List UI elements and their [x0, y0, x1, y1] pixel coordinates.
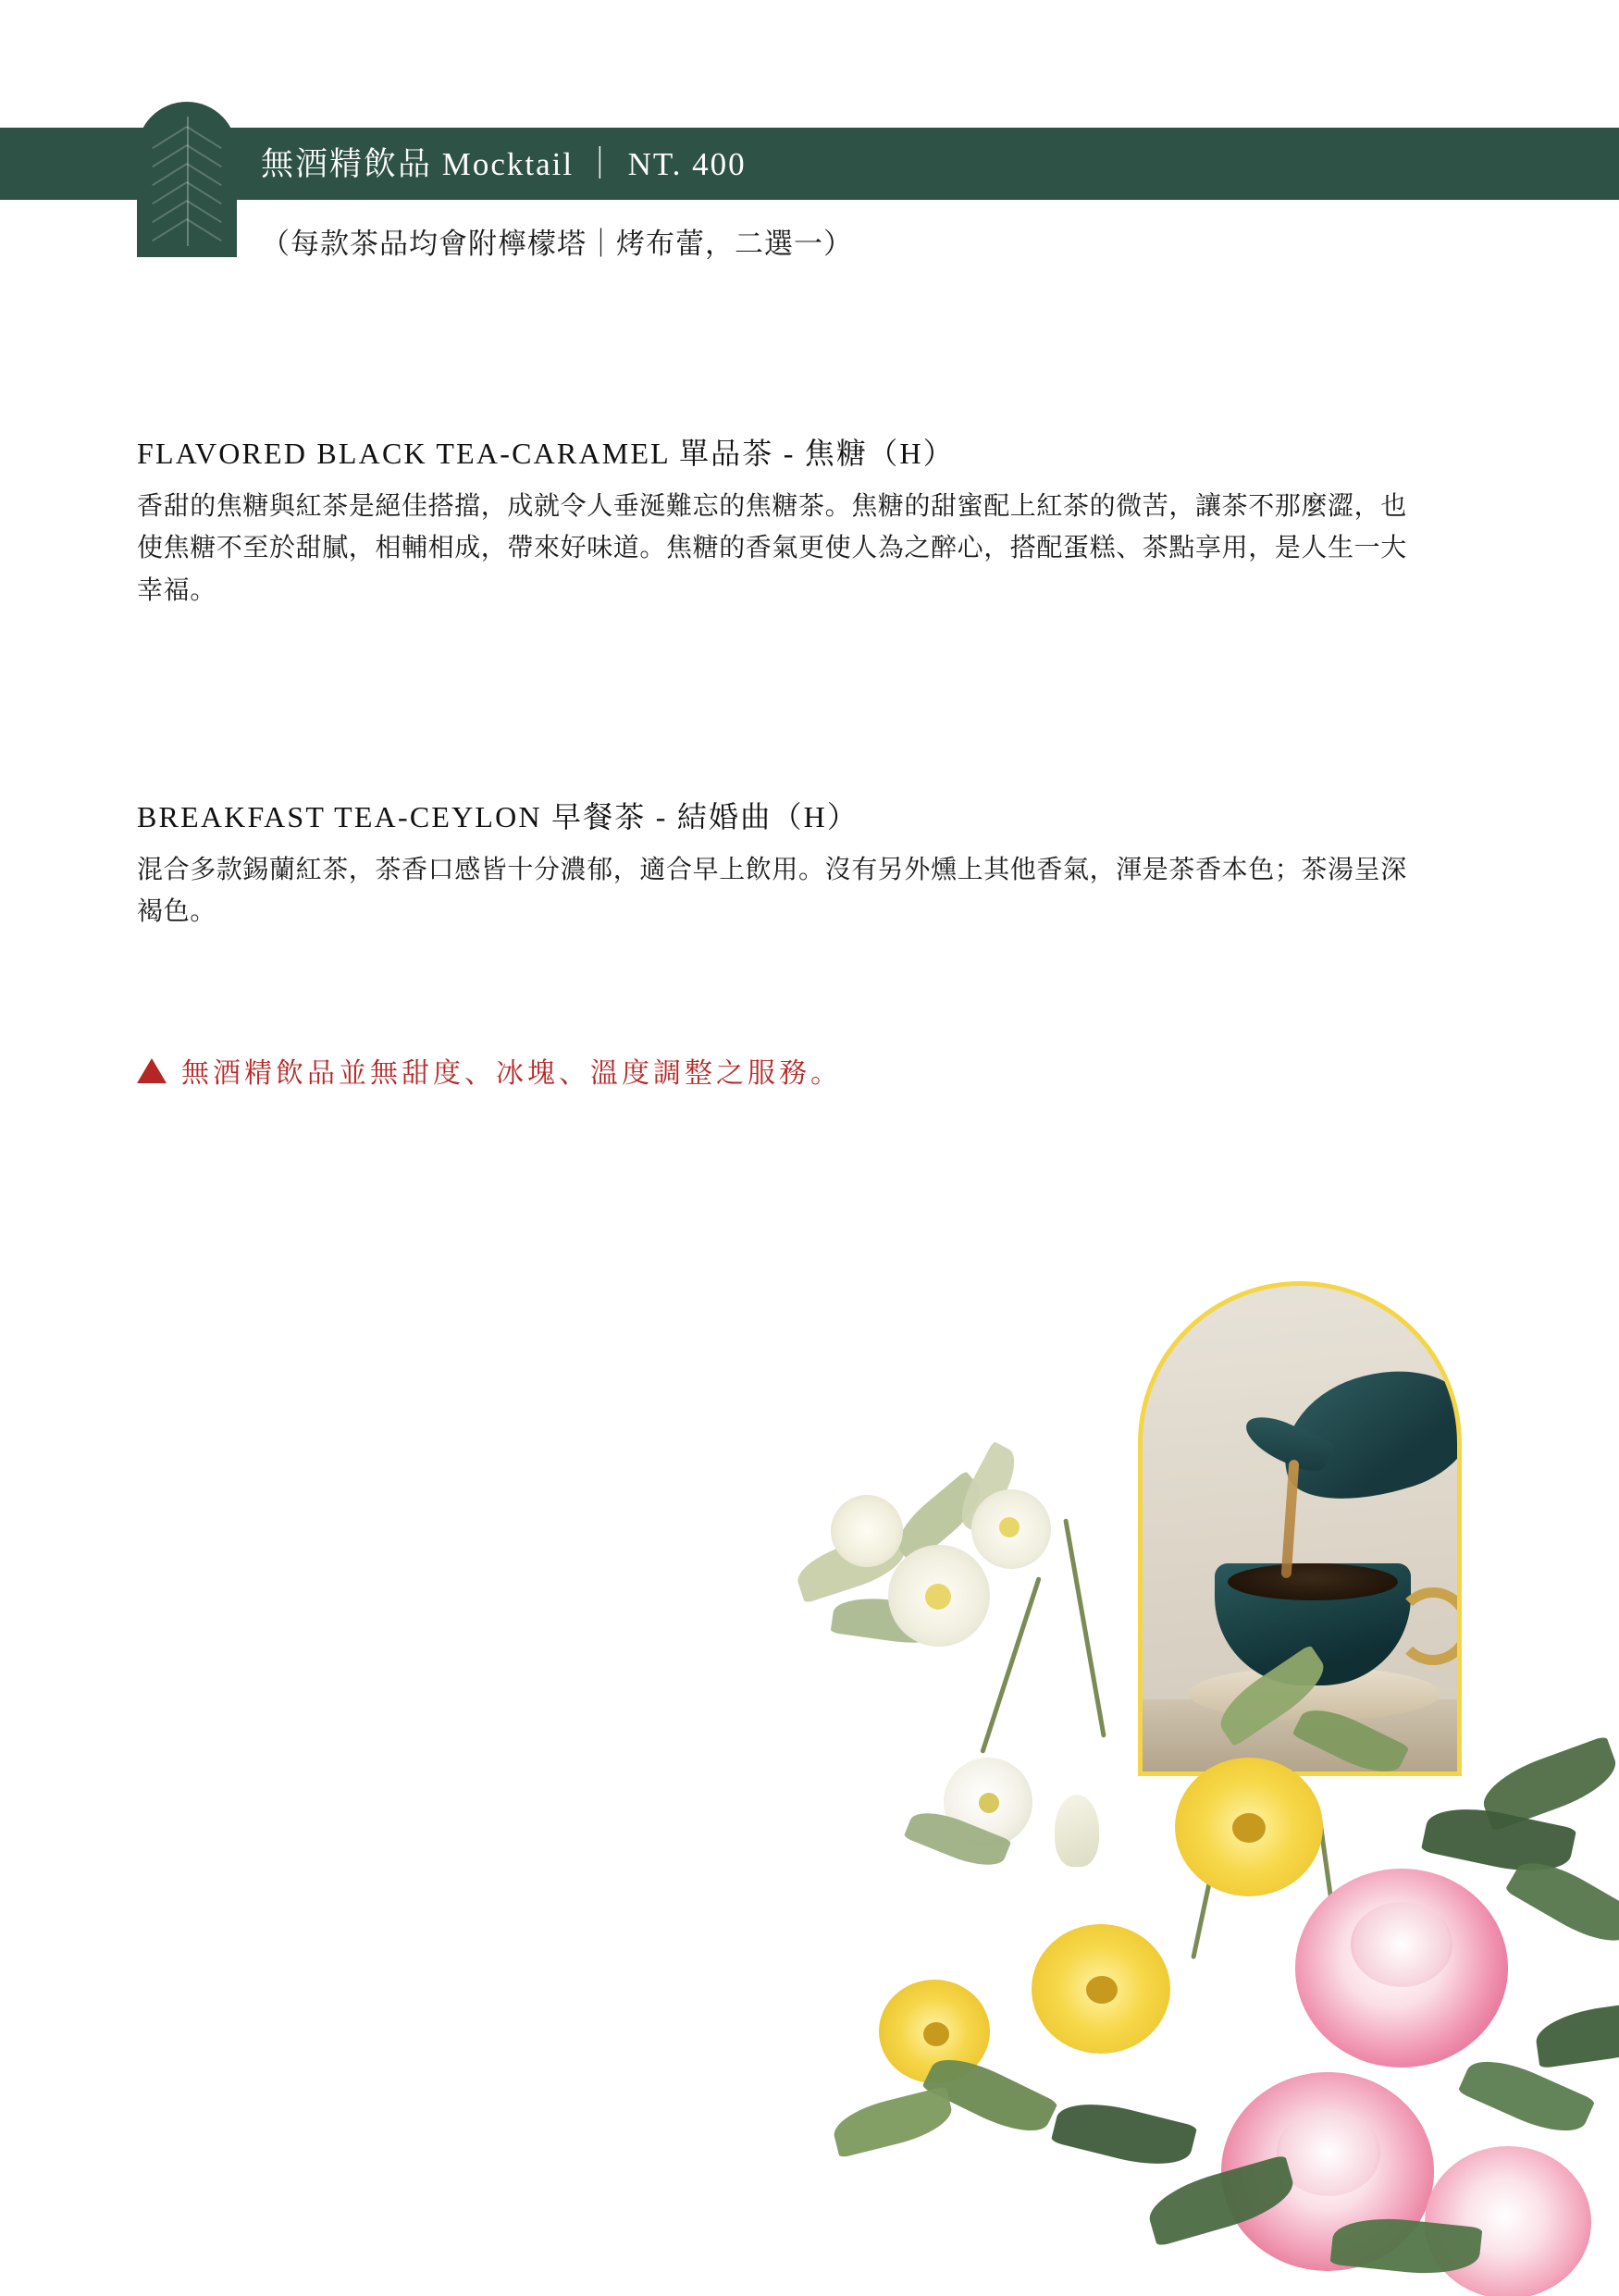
leaf-frond: [186, 126, 221, 149]
menu-item-description: 香甜的焦糖與紅茶是絕佳搭擋，成就令人垂涎難忘的焦糖茶。焦糖的甜蜜配上紅茶的微苦，讓茶不那麼澀，也使焦糖不至於甜膩，相輔相成，帶來好味道。焦糖的香氣更使人為之醉心，搭配蛋糕、茶點享用，是人生一大幸福。: [137, 492, 1407, 605]
menu-item-description: 混合多款錫蘭紅茶，茶香口感皆十分濃郁，適合早上飲用。沒有另外燻上其他香氣，渾是茶香本色；茶湯呈深褐色。: [137, 856, 1407, 927]
tea-liquid: [1228, 1563, 1398, 1600]
section-subtitle: （每款茶品均會附檸檬塔｜烤布蕾，二選一）: [261, 228, 853, 260]
leaf-frond: [152, 144, 187, 167]
leaf-frond: [152, 181, 187, 204]
leaf-frond: [186, 163, 221, 186]
flower-center: [979, 1793, 999, 1813]
flower-center: [925, 1584, 951, 1610]
leaf-frond: [186, 144, 221, 167]
flower-center: [999, 1517, 1020, 1537]
floral-illustration: [777, 1240, 1619, 2296]
leaf-frond: [186, 218, 221, 241]
peony-petal: [1351, 1902, 1452, 1987]
leaf-frond: [152, 200, 187, 223]
notice-row: [137, 1050, 842, 1091]
leaf-shape: [1533, 1998, 1619, 2068]
leaf-frond: [152, 163, 187, 186]
menu-item-title: BREAKFAST TEA-CEYLON 早餐茶 - 結婚曲（H）: [137, 800, 859, 833]
header-band: [0, 128, 1619, 200]
leaf-shape: [829, 2086, 957, 2158]
menu-item: [137, 794, 1451, 933]
leaf-icon: [137, 102, 237, 257]
leaf-shape: [1051, 2093, 1198, 2176]
flower-center: [1232, 1813, 1266, 1843]
flower-bud: [1055, 1795, 1099, 1867]
pink-peony: [1425, 2146, 1591, 2296]
leaf-frond: [186, 181, 221, 204]
leaf-frond: [186, 200, 221, 223]
menu-item-title: FLAVORED BLACK TEA-CARAMEL 單品茶 - 焦糖（H）: [137, 437, 955, 470]
leaf-frond: [152, 126, 187, 149]
menu-item: [137, 430, 1451, 611]
flower-center: [923, 2022, 949, 2046]
cup-handle: [1394, 1587, 1462, 1665]
flower-stem: [1063, 1518, 1106, 1737]
tea-pouring-photo: [1138, 1281, 1462, 1776]
white-flower: [831, 1495, 903, 1567]
flower-center: [1086, 1976, 1118, 2004]
notice-text: 無酒精飲品並無甜度、冰塊、溫度調整之服務。: [181, 1058, 842, 1089]
section-title: 無酒精飲品 Mocktail ｜ NT. 400: [261, 146, 747, 182]
warning-triangle-icon: [137, 1058, 167, 1083]
leaf-frond: [152, 218, 187, 241]
